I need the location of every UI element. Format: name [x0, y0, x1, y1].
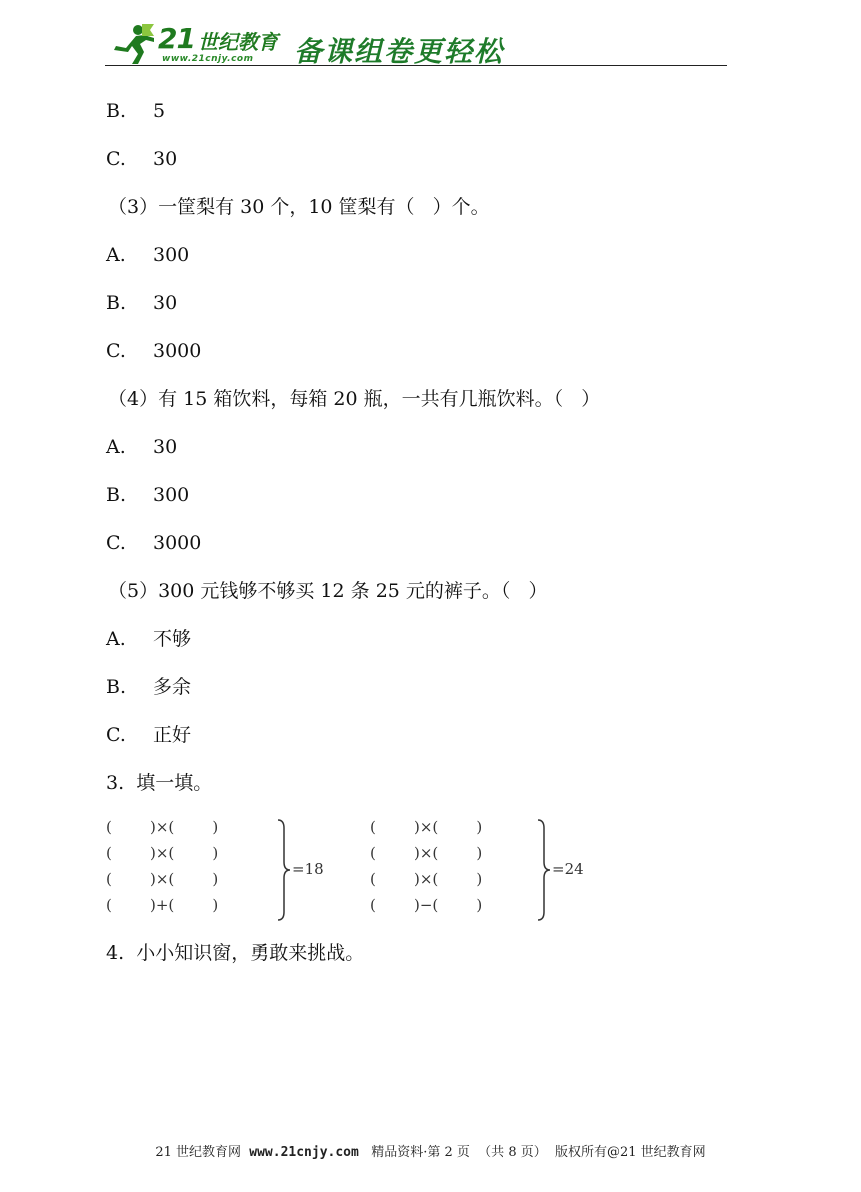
option-letter: A.	[106, 244, 126, 266]
page-header	[0, 0, 861, 80]
option-text: 正好	[153, 724, 192, 746]
footer-site-url[interactable]: www.21cnjy.com	[249, 1145, 359, 1160]
option-b	[106, 483, 189, 507]
equation-row: ( )×( )	[106, 870, 219, 888]
option-a	[106, 243, 189, 267]
option-text: 30	[153, 148, 178, 170]
option-a	[106, 435, 177, 459]
option-letter: B.	[106, 292, 127, 314]
option-text: 300	[153, 484, 190, 506]
option-b	[106, 99, 165, 123]
option-a	[106, 627, 191, 651]
header-divider	[105, 65, 727, 66]
equation-row: ( )+( )	[106, 896, 219, 914]
option-letter: B.	[106, 484, 127, 506]
equation-row: ( )×( )	[370, 844, 483, 862]
option-letter: C.	[106, 340, 126, 362]
equation-result: =24	[552, 860, 584, 878]
option-c	[106, 531, 201, 555]
option-b	[106, 291, 177, 315]
question-4: （4）有 15 箱饮料，每箱 20 瓶，一共有几瓶饮料。（ ）	[108, 388, 601, 410]
option-letter: C.	[106, 148, 126, 170]
option-letter: A.	[106, 436, 126, 458]
option-letter: C.	[106, 532, 126, 554]
header-slogan: 备课组卷更轻松	[294, 35, 505, 68]
question-3: （3）一筐梨有 30 个，10 筐梨有（ ）个。	[108, 196, 490, 218]
option-letter: B.	[106, 676, 127, 698]
option-text: 300	[153, 244, 190, 266]
page-footer	[0, 1141, 861, 1160]
brand-number: 21	[158, 22, 195, 55]
section-3-heading: 3. 填一填。	[106, 772, 213, 794]
option-text: 不够	[153, 628, 192, 650]
section-4-heading: 4. 小小知识窗，勇敢来挑战。	[106, 942, 365, 964]
option-letter: A.	[106, 628, 126, 650]
right-brace-icon	[276, 818, 292, 922]
equation-row: ( )×( )	[370, 870, 483, 888]
option-text: 多余	[153, 676, 192, 698]
runner-logo-icon	[108, 22, 156, 66]
option-letter: B.	[106, 100, 127, 122]
equation-row: ( )−( )	[370, 896, 483, 914]
right-brace-icon	[536, 818, 552, 922]
equation-row: ( )×( )	[106, 844, 219, 862]
option-text: 30	[153, 436, 178, 458]
option-c	[106, 147, 177, 171]
equation-row: ( )×( )	[370, 818, 483, 836]
option-text: 5	[153, 100, 166, 122]
equation-row: ( )×( )	[106, 818, 219, 836]
footer-site-name: 21 世纪教育网	[155, 1145, 241, 1160]
option-c	[106, 339, 201, 363]
question-5: （5）300 元钱够不够买 12 条 25 元的裤子。（ ）	[108, 580, 548, 602]
option-b	[106, 675, 191, 699]
option-text: 3000	[153, 532, 202, 554]
brand-url: www.21cnjy.com	[162, 54, 254, 64]
option-text: 30	[153, 292, 178, 314]
option-letter: C.	[106, 724, 126, 746]
option-text: 3000	[153, 340, 202, 362]
footer-page-info: 精品资料·第 2 页 （共 8 页） 版权所有@21 世纪教育网	[371, 1145, 706, 1160]
brand-name: 世纪教育	[198, 30, 278, 54]
equation-result: =18	[292, 860, 324, 878]
option-c	[106, 723, 191, 747]
